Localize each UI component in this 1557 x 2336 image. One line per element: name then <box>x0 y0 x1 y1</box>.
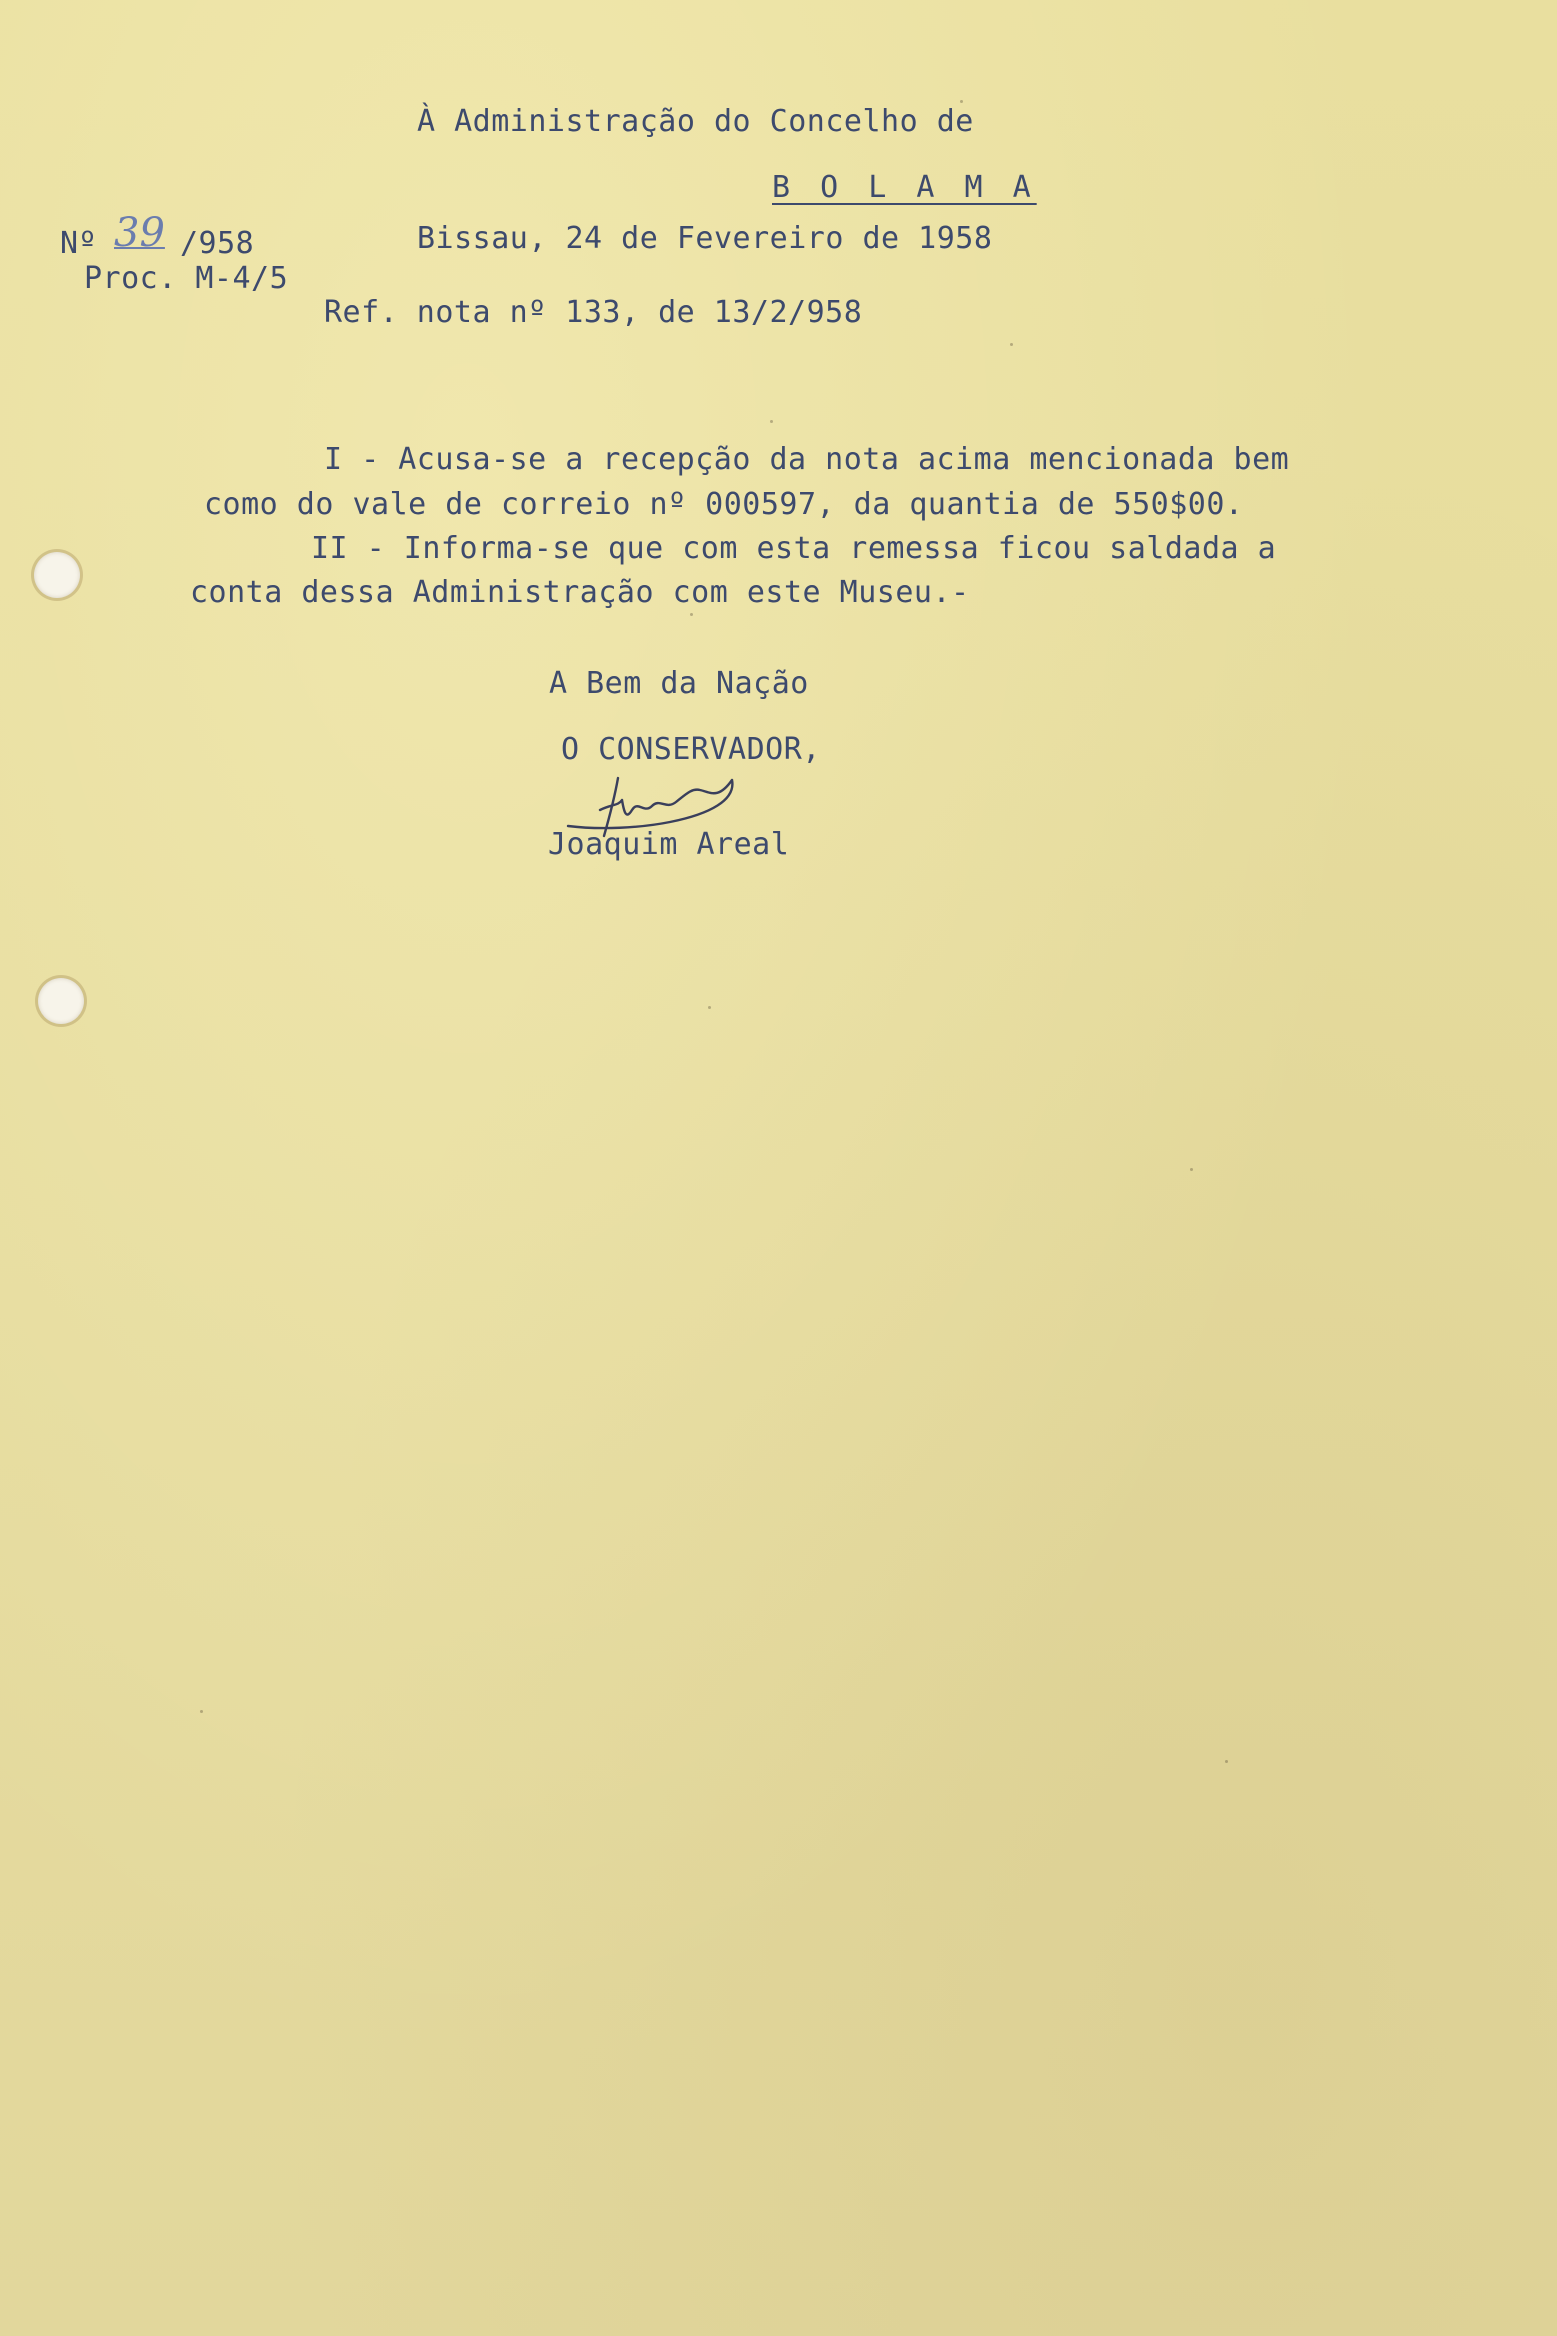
signatory-title: O CONSERVADOR, <box>561 732 821 767</box>
punch-hole-upper <box>34 552 80 598</box>
paragraph-2-line-2: conta dessa Administração com este Museu.- <box>190 575 970 610</box>
process-number: Proc. M-4/5 <box>84 261 289 296</box>
punch-hole-lower <box>38 978 84 1024</box>
closing-salutation: A Bem da Nação <box>549 666 809 701</box>
recipient-line: À Administração do Concelho de <box>417 104 974 139</box>
paragraph-1-line-2: como do vale de correio nº 000597, da quantia de 550$00. <box>204 487 1244 522</box>
document-number-handwritten: 39 <box>114 210 165 256</box>
paragraph-1-line-1: I - Acusa-se a recepção da nota acima mencionada bem <box>324 442 1290 477</box>
document-number-prefix: Nº <box>60 226 98 261</box>
recipient-place: B O L A M A <box>772 170 1037 205</box>
reference-line: Ref. nota nº 133, de 13/2/958 <box>324 295 863 330</box>
signature-name: Joaquim Areal <box>548 827 790 862</box>
paragraph-2-line-1: II - Informa-se que com esta remessa ficou saldada a <box>311 531 1277 566</box>
date-line: Bissau, 24 de Fevereiro de 1958 <box>417 221 993 256</box>
document-number-suffix: /958 <box>180 226 255 261</box>
